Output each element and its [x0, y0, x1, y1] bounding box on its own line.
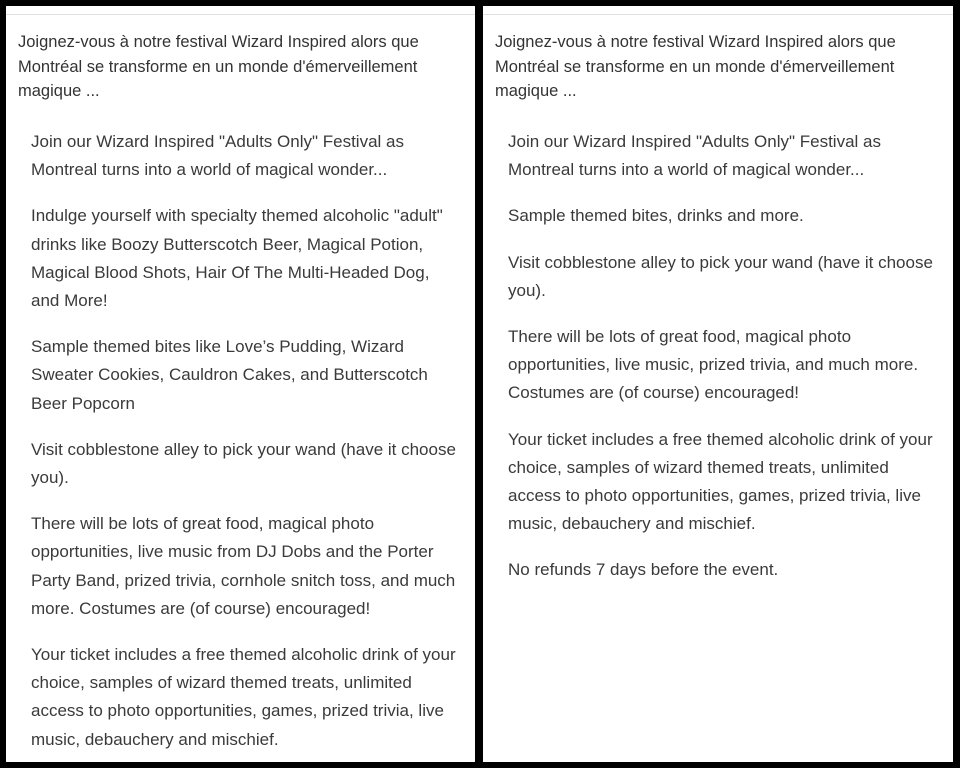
event-description	[508, 128, 939, 603]
divider	[483, 14, 953, 15]
description-paragraph: Indulge yourself with specialty themed alcoholic "adult" drinks like Boozy Butterscotch Beer, Magical Potion, Magical Blood Shots, Hair Of The Multi-Headed Dog, and More!	[31, 206, 443, 311]
event-summary-fr: Joignez-vous à notre festival Wizard Inspired alors que Montréal se transforme en un monde d'émerveillement magique ...	[18, 33, 419, 100]
divider	[6, 14, 475, 15]
description-paragraph: Sample themed bites, drinks and more.	[508, 206, 804, 226]
description-paragraph: Your ticket includes a free themed alcoholic drink of your choice, samples of wizard themed treats, unlimited access to photo opportunities, games, prized trivia, live music, debauchery and mischief.	[508, 429, 933, 534]
event-summary-fr: Joignez-vous à notre festival Wizard Inspired alors que Montréal se transforme en un monde d'émerveillement magique ...	[495, 33, 896, 100]
description-paragraph: There will be lots of great food, magical photo opportunities, live music, prized trivia, and much more. Costumes are (of course) encouraged!	[508, 327, 919, 403]
left-panel	[6, 6, 475, 762]
description-paragraph: No refunds 7 days before the event.	[508, 560, 779, 580]
description-paragraph: Join our Wizard Inspired "Adults Only" Festival as Montreal turns into a world of magical wonder...	[508, 132, 881, 180]
right-panel	[483, 6, 953, 762]
description-paragraph: Visit cobblestone alley to pick your wand (have it choose you).	[31, 439, 456, 488]
description-paragraph: Your ticket includes a free themed alcoholic drink of your choice, samples of wizard themed treats, unlimited access to photo opportunities, games, prized trivia, live music, debauchery and mischief.	[31, 645, 456, 749]
description-paragraph: There will be lots of great food, magical photo opportunities, live music from DJ Dobs and the Porter Party Band, prized trivia, cornhole snitch toss, and much more. Costumes are (of course) encouraged!	[31, 514, 456, 618]
description-paragraph: Visit cobblestone alley to pick your wand (have it choose you).	[508, 252, 933, 300]
event-description	[31, 128, 461, 762]
description-paragraph: Sample themed bites like Love’s Pudding, Wizard Sweater Cookies, Cauldron Cakes, and Butterscotch Beer Popcorn	[31, 337, 428, 413]
description-paragraph: Join our Wizard Inspired "Adults Only" Festival as Montreal turns into a world of magical wonder...	[31, 132, 404, 180]
